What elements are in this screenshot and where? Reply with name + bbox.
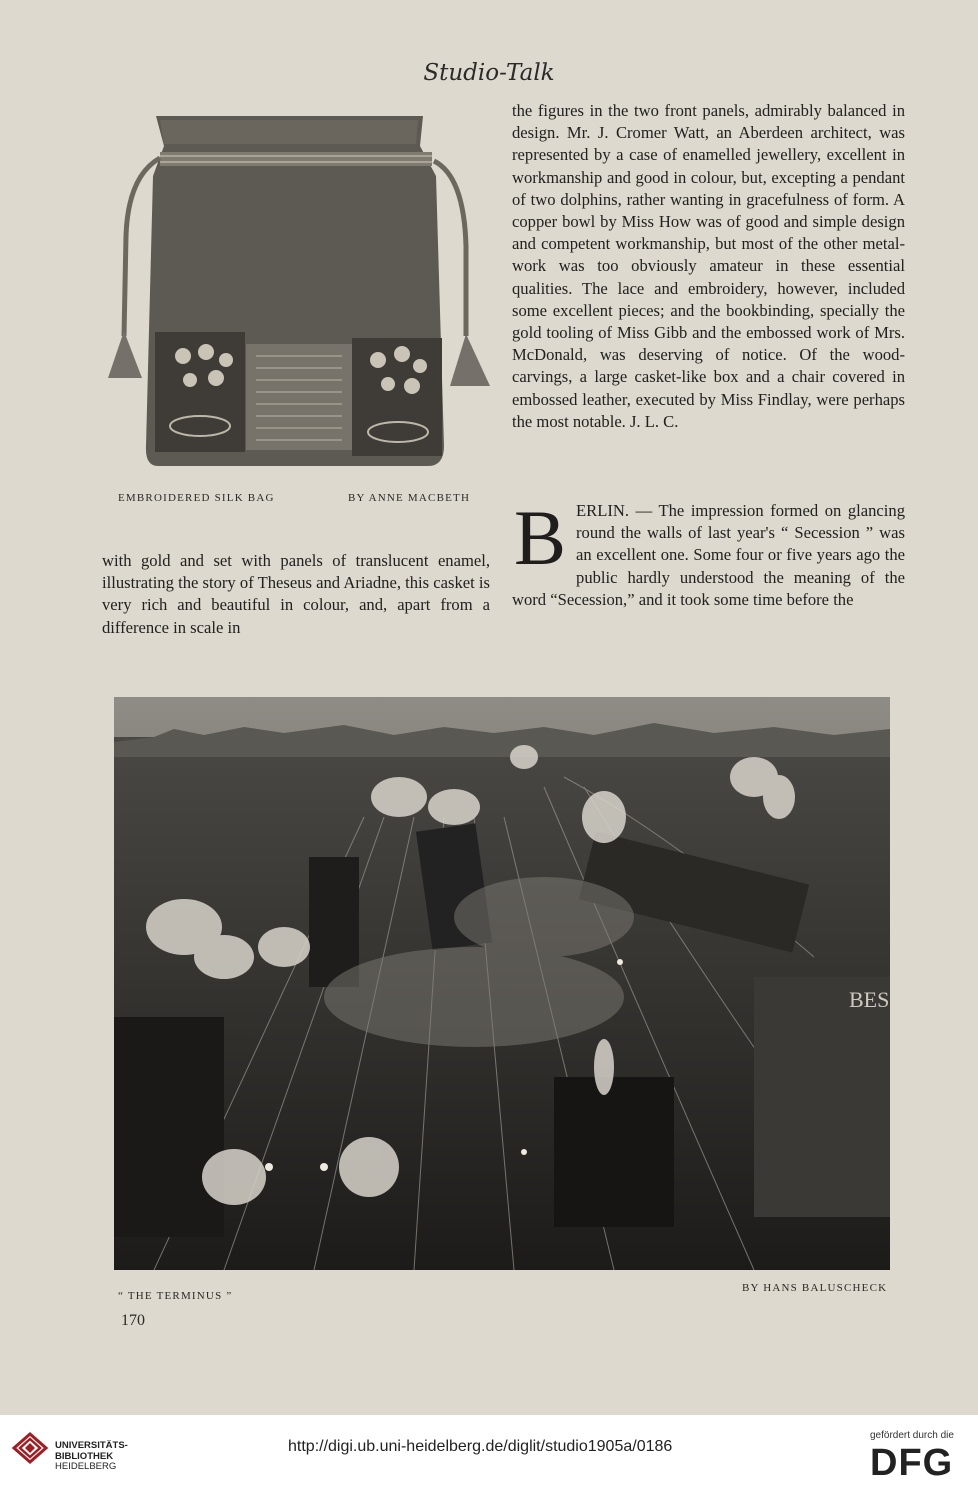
bag-caption-title: EMBROIDERED SILK BAG	[118, 492, 275, 504]
library-name-line1: UNIVERSITÄTS-	[55, 1440, 128, 1451]
embroidered-bag-image	[98, 106, 500, 486]
paragraph-exhibition-notes: the figures in the two front panels, admirably balanced in design. Mr. J. Cromer Watt, an Aberdeen architect, was represented by a case of enamelled jewellery, excellent in workmanship and good in colour, but, excepting a pendant of two dolphins, rather wanting in gracefulness of form. A copper bowl by Miss How was of good and simple design and competent workmanship, but most of the other metal-work was too obviously amateur in these essential qualities. The lace and embroidery, however, included some excellent pieces; and the bookbinding, specially the gold tooling of Miss Gibb and the embossed work of Mrs. McDonald, was deserving of notice. Of the wood-carvings, a large casket-like box and a chair covered in embossed leather, executed by Miss Findlay, were perhaps the most notable. J. L. C.	[512, 101, 905, 431]
terminus-caption-artist: BY HANS BALUSCHECK	[742, 1282, 888, 1294]
left-column-text	[102, 550, 490, 639]
digitization-footer	[0, 1415, 978, 1492]
page-number: 170	[121, 1312, 145, 1329]
paragraph-casket: with gold and set with panels of translucent enamel, illustrating the story of Theseus and Ariadne, this casket is very rich and beautiful in colour, and, apart from a difference in scale in	[102, 551, 490, 637]
terminus-caption-title: “ THE TERMINUS ”	[118, 1290, 233, 1302]
running-head: Studio-Talk	[423, 60, 555, 86]
drop-cap: B	[514, 494, 567, 581]
library-name-line2: BIBLIOTHEK	[55, 1450, 114, 1462]
right-column-text	[512, 100, 905, 433]
library-name	[55, 1441, 128, 1473]
terminus-image	[114, 697, 890, 1270]
berlin-section	[512, 494, 905, 611]
embroidered-bag-figure	[98, 106, 500, 486]
funding-note: gefördert durch die	[870, 1430, 954, 1441]
library-name-line3: HEIDELBERG	[55, 1461, 117, 1472]
library-logo-icon	[10, 1430, 50, 1470]
dfg-logo: DFG	[870, 1442, 954, 1484]
terminus-figure	[114, 697, 890, 1270]
bag-caption-artist: BY ANNE MACBETH	[348, 492, 471, 504]
paragraph-berlin: ERLIN. — The impression formed on glancing round the walls of last year's “ Secession ” was an excellent one. Some four or five years ago the public hardly understood the meaning of the word “Secession,” and it took some time before the	[512, 501, 905, 609]
source-url-link[interactable]: http://digi.ub.uni-heidelberg.de/diglit/studio1905a/0186	[288, 1438, 673, 1455]
station-sign: BES	[849, 987, 890, 1012]
